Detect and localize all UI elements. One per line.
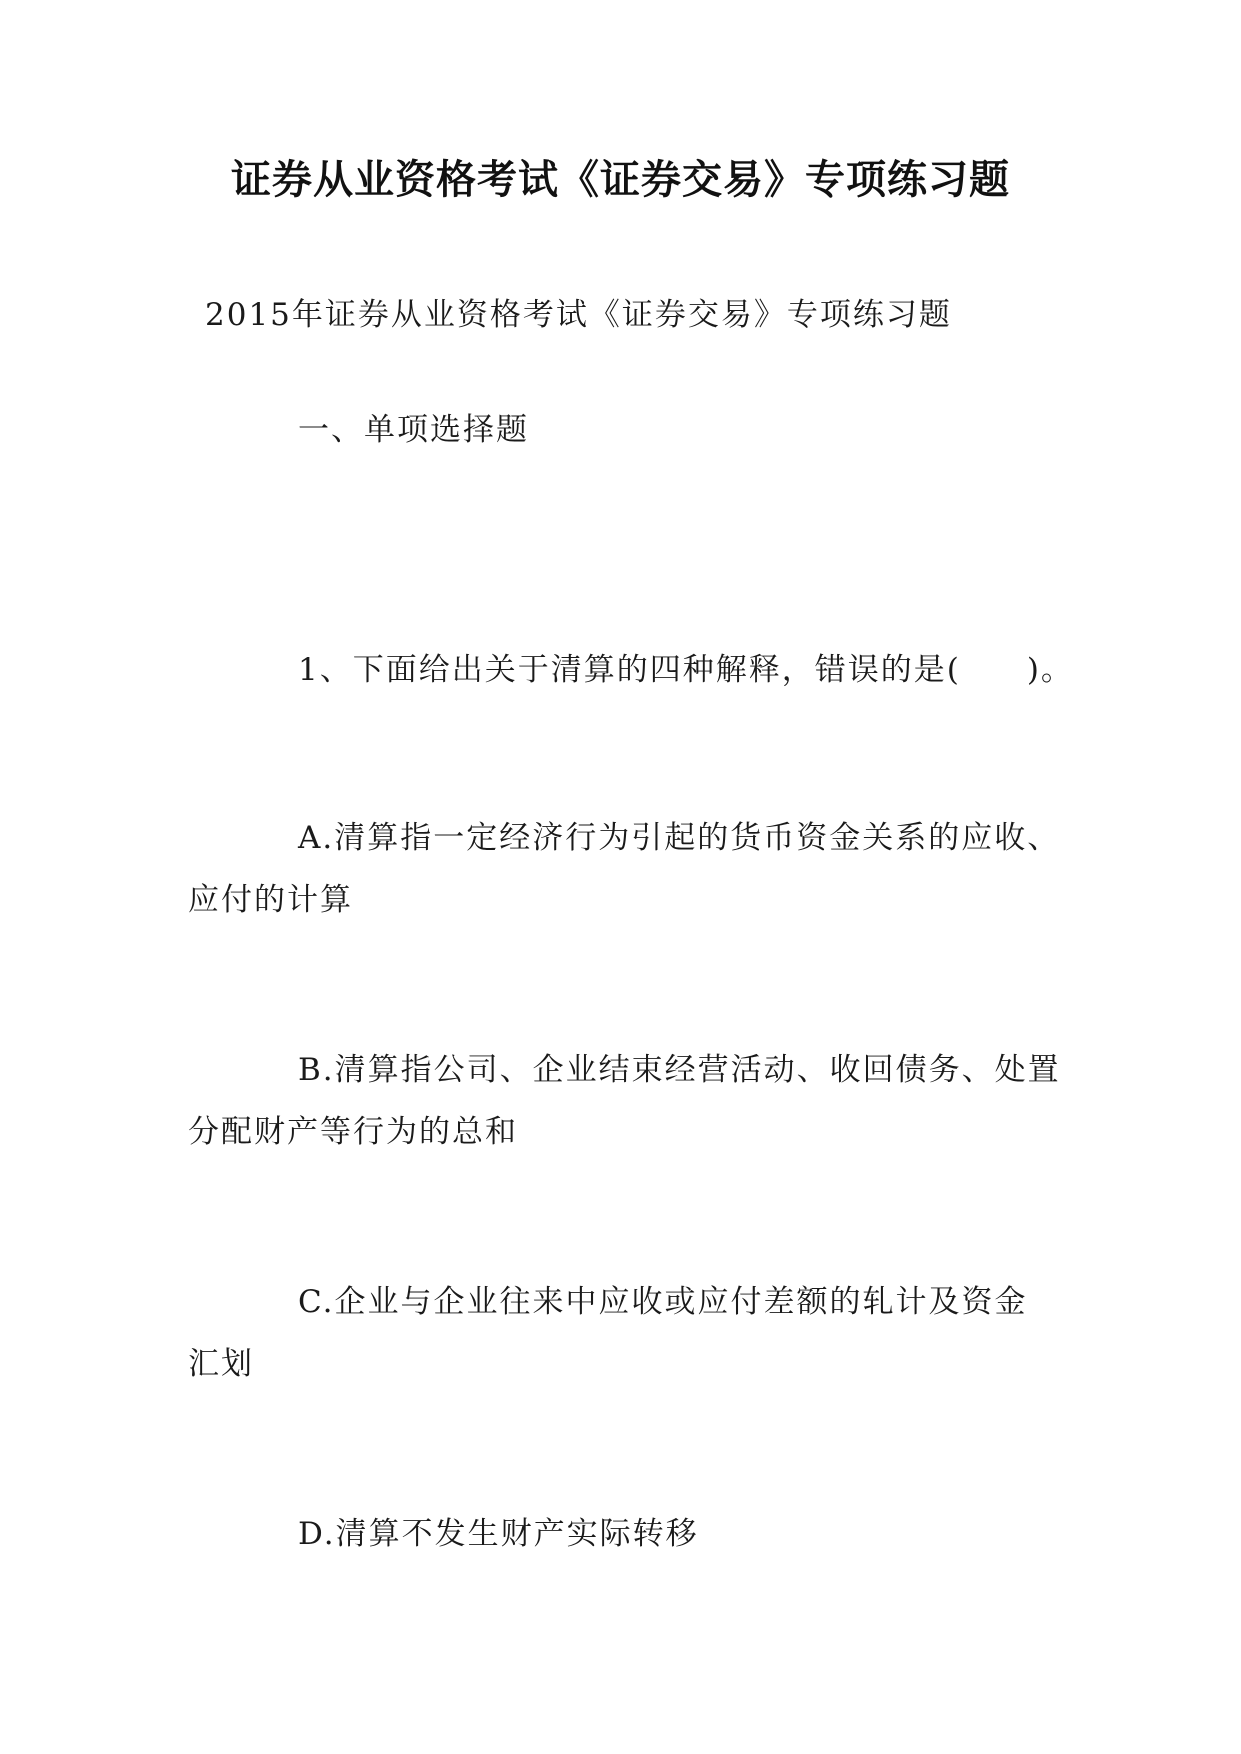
option-c-line-2: 汇划 <box>188 1346 254 1382</box>
option-a-line-2: 应付的计算 <box>188 882 353 918</box>
option-c-line-1: C.企业与企业往来中应收或应付差额的轧计及资金 <box>298 1284 1028 1320</box>
option-a-line-1: A.清算指一定经济行为引起的货币资金关系的应收、 <box>298 820 1061 856</box>
question-stem: 1、下面给出关于清算的四种解释，错误的是( )。 <box>298 652 1074 688</box>
document-subtitle: 2015年证券从业资格考试《证券交易》专项练习题 <box>205 297 952 333</box>
section-heading: 一、单项选择题 <box>298 412 529 448</box>
option-b-line-1: B.清算指公司、企业结束经营活动、收回债务、处置 <box>298 1052 1061 1088</box>
option-d-line-1: D.清算不发生财产实际转移 <box>298 1516 699 1552</box>
document-title: 证券从业资格考试《证券交易》专项练习题 <box>231 157 1010 203</box>
option-b-line-2: 分配财产等行为的总和 <box>188 1114 518 1150</box>
